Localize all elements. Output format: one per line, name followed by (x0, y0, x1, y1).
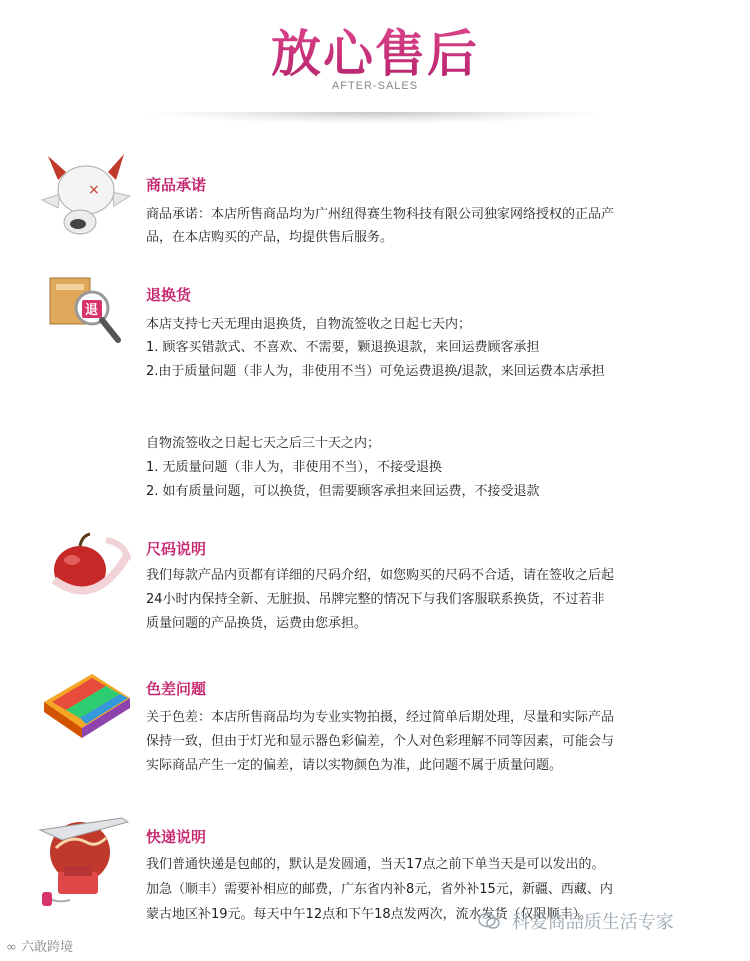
section-text-line: 本店支持七天无理由退换货，自物流签收之日起七天内； (146, 317, 472, 332)
section-text-line: 自物流签收之日起七天之后三十天之内； (146, 436, 381, 451)
section-text-line: 2. 如有质量问题，可以换货，但需要顾客承担来回运费，不接受退款 (146, 484, 540, 499)
section-text-line: 2.由于质量问题（非人为，非使用不当）可免运费退换/退款，来回运费本店承担 (146, 364, 605, 379)
section-title: 色差问题 (146, 680, 207, 698)
devil-mascot-icon (36, 150, 136, 240)
page-title: 放心售后 (0, 14, 750, 86)
section-text-line: 蒙古地区补19元。每天中午12点和下午18点发两次，流水发货（仅限顺丰）。 (146, 907, 593, 922)
left-watermark-text: 六敢跨境 (20, 940, 73, 955)
section-text-line: 我们每款产品内页都有详细的尺码介绍，如您购买的尺码不合适，请在签收之后起 (146, 568, 615, 583)
svg-text:×: × (88, 182, 100, 198)
color-grid-icon (36, 668, 136, 758)
section-text-line: 保持一致，但由于灯光和显示器色彩偏差，个人对色彩理解不同等因素，可能会与 (146, 734, 615, 749)
section-text-line: 商品承诺：本店所售商品均为广州纽得赛生物科技有限公司独家网络授权的正品产 (146, 207, 615, 222)
section-text-line: 加急（顺丰）需要补相应的邮费，广东省内补8元，省外补15元，新疆、西藏、内 (146, 882, 613, 897)
return-icon-label: 退 (85, 303, 99, 318)
section-text-line: 1. 无质量问题（非人为，非使用不当），不接受退换 (146, 460, 443, 475)
section-text-line: 我们普通快递是包邮的，默认是发圆通，当天17点之前下单当天是可以发出的。 (146, 857, 605, 872)
section-text-line: 1. 顾客买错款式、不喜欢、不需要，颗退换退款，来回运费顾客承担 (146, 340, 540, 355)
section-text-line: 质量问题的产品换货，运费由您承担。 (146, 616, 368, 631)
watermark-logo-icon: ∞ (6, 940, 17, 955)
page-subtitle: AFTER-SALES (331, 80, 419, 92)
section-title: 尺码说明 (146, 540, 207, 558)
section-text-line: 品，在本店购买的产品，均提供售后服务。 (146, 230, 394, 245)
wechat-icon (478, 912, 500, 935)
left-watermark (6, 936, 73, 955)
page-header (0, 0, 750, 130)
section-title: 退换货 (146, 286, 192, 304)
section-text-line: 关于色差：本店所售商品均为专业实物拍摄，经过简单后期处理，尽量和实际产品 (146, 710, 615, 725)
right-watermark (478, 908, 674, 935)
section-title: 商品承诺 (146, 176, 207, 194)
apple-tape-icon (36, 530, 136, 620)
right-watermark-text: 科爱商品质生活专家 (511, 912, 674, 933)
header-divider-shadow (140, 112, 610, 124)
section-text-line: 实际商品产生一定的偏差，请以实物颜色为准，此问题不属于质量问题。 (146, 758, 563, 773)
section-title: 快递说明 (146, 828, 207, 846)
section-text-line: 24小时内保持全新、无脏损、吊牌完整的情况下与我们客服联系换货，不过若非 (146, 592, 605, 607)
globe-plane-icon (36, 808, 136, 918)
return-box-icon (36, 274, 136, 364)
